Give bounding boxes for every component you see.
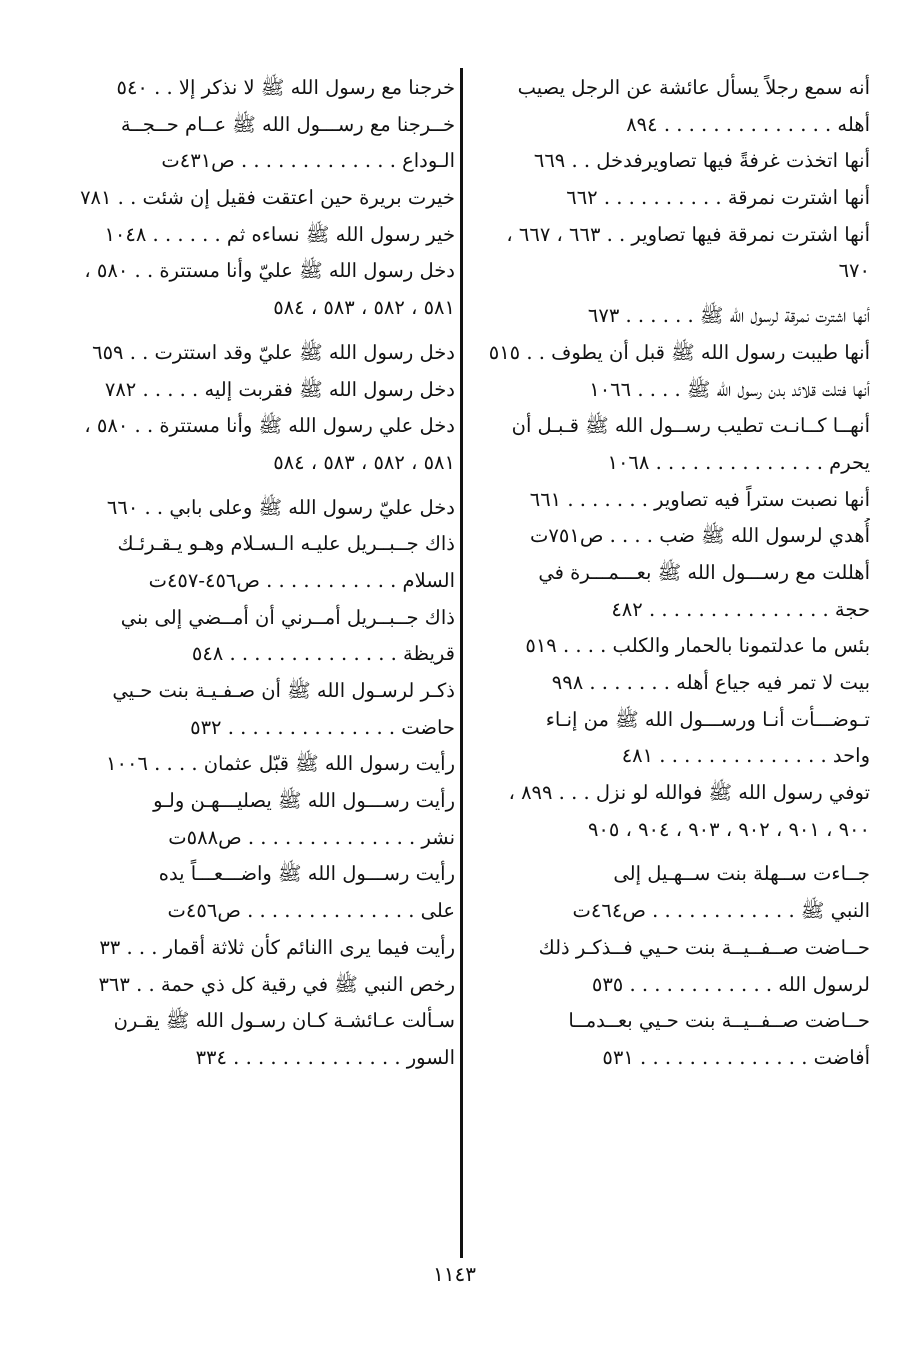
index-entry-line: أنها اتخذت غرفةً فيها تصاويرفدخل . . ٦٦٩ (533, 149, 870, 173)
index-entry-line: حــاضت صــفــيــة بنت حـيي فــذكـر ذلك (538, 935, 870, 959)
index-entry-line: خرجنا مع رسول الله ﷺ لا نذكر إلا . . ٥٤٠ (116, 76, 455, 99)
index-column-right (485, 70, 870, 1077)
index-entry-line: رأيت رســـول الله ﷺ يصليـــهـن ولـو (153, 789, 455, 813)
index-entry-line: رأيت رسول الله ﷺ قبّل عثمان . . . . ١٠٠٦ (106, 752, 455, 776)
index-entry-line: رخص النبي ﷺ في رقية كل ذي حمة . . ٣٦٣ (98, 972, 455, 996)
index-entry-line: لرسول الله . . . . . . . . . . . . ٥٣٥ (591, 972, 870, 996)
column-divider (460, 68, 463, 1258)
index-entry-line: على . . . . . . . . . . . . . . ص٤٥٦ت (167, 899, 455, 923)
index-entry-line: قريظة . . . . . . . . . . . . . . ٥٤٨ (191, 642, 455, 666)
index-entry-line: أفاضت . . . . . . . . . . . . . . ٥٣١ (602, 1045, 870, 1069)
index-entry-line: واحد . . . . . . . . . . . . . . ٤٨١ (621, 744, 870, 768)
index-entry-line: دخل رسول الله ﷺ عليّ وأنا مستترة . . ٥٨٠ ، (84, 259, 455, 283)
index-entry-line: حجة . . . . . . . . . . . . . . . ٤٨٢ (611, 597, 870, 621)
index-entry-line: أنها طيبت رسول الله ﷺ قبل أن يطوف . . ٥١٥ (488, 340, 870, 364)
index-entry-line: أنها نصبت ستراً فيه تصاوير . . . . . . . ٦٦١ (529, 487, 870, 511)
index-entry-line: دخل رسول الله ﷺ عليّ وقد استترت . . ٦٥٩ (92, 340, 455, 364)
entry-gap (70, 482, 455, 490)
index-entry-line: توفي رسول الله ﷺ فوالله لو نزل . . . ٨٩٩ ، (508, 781, 870, 805)
entry-gap (70, 327, 455, 335)
page-number: ١١٤٣ (433, 1262, 476, 1286)
index-entry-line: حــاضت صــفــيــة بنت حـيي بعــدمــا (568, 1009, 870, 1033)
index-entry-line: ٦٧٠ (838, 259, 870, 283)
index-entry-line: يحرم . . . . . . . . . . . . . . ١٠٦٨ (607, 450, 870, 474)
index-entry-line: بئس ما عدلتمونا بالحمار والكلب . . . . ٥١٩ (525, 634, 870, 658)
index-entry-line: حاضت . . . . . . . . . . . . . . ٥٣٢ (190, 715, 455, 739)
index-entry-line: أنها اشترت نمرقة لرسول الله ﷺ . . . . . . ٦٧٣ (587, 304, 870, 328)
index-entry-line: جــاءت ســهلة بنت ســهـيل إلى (613, 862, 870, 886)
index-entry-line: خيرت بريرة حين اعتقت فقيل إن شئت . . ٧٨١ (80, 186, 455, 210)
index-entry-line: أنها اشترت نمرقة فيها تصاوير . . ٦٦٣ ، ٦٦٧ ، (506, 222, 870, 246)
entry-gap (485, 290, 870, 298)
index-entry-line: أنهــا كــانـت تطيب رســول الله ﷺ قـبـل أن (511, 414, 870, 438)
index-entry-line: بيت لا تمر فيه جياع أهله . . . . . . . ٩٩٨ (551, 671, 870, 694)
index-entry-line: الـوداع . . . . . . . . . . . . . ص٤٣١ت (161, 149, 455, 173)
index-entry-line: ٥٨١ ، ٥٨٢ ، ٥٨٣ ، ٥٨٤ (273, 296, 455, 320)
index-entry-line: خير رسول الله ﷺ نساءه ثم . . . . . . ١٠٤٨ (104, 222, 455, 246)
index-entry-line: النبي ﷺ . . . . . . . . . . . . ص٤٦٤ت (572, 899, 870, 923)
index-entry-line: دخل عليّ رسول الله ﷺ وعلى بابي . . ٦٦٠ (106, 495, 455, 519)
index-entry-line: دخل علي رسول الله ﷺ وأنا مستترة . . ٥٨٠ ، (84, 414, 455, 438)
index-entry-line: رأيت فيما يرى االنائم كأن ثلاثة أقمار . . . ٣٣ (99, 935, 455, 959)
index-entry-line: أنه سمع رجلاً يسأل عائشة عن الرجل يصيب (517, 76, 870, 99)
entry-gap (485, 848, 870, 856)
index-entry-line: ٩٠٠ ، ٩٠١ ، ٩٠٢ ، ٩٠٣ ، ٩٠٤ ، ٩٠٥ (587, 817, 870, 841)
index-entry-line: أهللت مع رســـول الله ﷺ بعـــمـــرة في (538, 560, 870, 584)
index-entry-line: ذاك جــبــريل عليـه الـسـلام وهـو يـقـرئـك (117, 532, 455, 556)
index-entry-line: أنها فتلت قلائد بدن رسول الله ﷺ . . . . ١٠٦٦ (589, 377, 870, 401)
index-entry-line: السور . . . . . . . . . . . . . . ٣٣٤ (195, 1045, 455, 1069)
index-entry-line: ذكـر لرسـول الله ﷺ أن صـفـيـة بنت حـيي (112, 679, 455, 702)
index-entry-line: سـألت عـائشـة كـان رسـول الله ﷺ يقـرن (113, 1009, 455, 1033)
index-entry-line: دخل رسول الله ﷺ فقربت إليه . . . . . ٧٨٢ (104, 377, 455, 401)
index-entry-line: خــرجنا مع رســـول الله ﷺ عــام حــجــة (120, 112, 455, 136)
index-entry-line: رأيت رســـول الله ﷺ واضـــعـــاً يده (158, 862, 455, 886)
index-entry-line: نشر . . . . . . . . . . . . . . ص٥٨٨ت (168, 825, 455, 849)
index-entry-line: السلام . . . . . . . . . . . ص٤٥٦-٤٥٧ت (148, 568, 455, 592)
index-entry-line: ذاك جــبــريل أمــرني أن أمــضي إلى بني (120, 605, 455, 629)
index-entry-line: تـوضـــأت أنـا ورســـول الله ﷺ من إنـاء (545, 707, 870, 731)
index-entry-line: أُهدي لرسول الله ﷺ ضب . . . . ص٧٥١ت (530, 524, 870, 548)
index-column-left (70, 70, 455, 1077)
index-entry-line: أهله . . . . . . . . . . . . . . ٨٩٤ (626, 112, 870, 136)
index-entry-line: ٥٨١ ، ٥٨٢ ، ٥٨٣ ، ٥٨٤ (273, 450, 455, 474)
index-entry-line: أنها اشترت نمرقة . . . . . . . . . . ٦٦٢ (566, 186, 870, 210)
